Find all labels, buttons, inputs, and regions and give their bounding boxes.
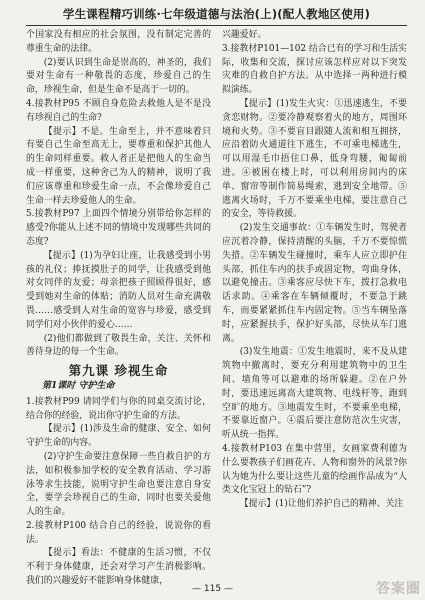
question-item: 4.接教材P95 不顾自身危险去救他人是不是没有珍视自己的生命? <box>26 98 211 123</box>
page-header: 学生课程精巧训练·七年级道德与法治(上)(配人教地区使用) <box>26 6 407 26</box>
question-item: 4.接教材P103 在集中营里，女画家费利德为什么要教孩子们画花卉、人物和窗外的风景?你认为她为什么要让这些儿童的绘画作品成为“人类文化宝冠上的钻石”? <box>222 443 407 496</box>
hint-answer: 【提示】(1)涉及生命的健康、安全、如何守护生命的内容。 <box>26 424 211 449</box>
right-para: (2)发生交通事故：①车辆发生时，驾驶者应沉着冷静，保持清醒的头脑，千万不要惊慌失措。②车辆发生碰撞时，乘车人应立即护住头部，抓住车内的扶手或固定物，弯曲身体，以避免撞击。③乘客应尽快下车，拨打急救电话求助。④乘客在车辆倾覆时，不要急于跳车，而要紧紧抓住车内固定物。⑤当车辆坠落时，应紧握扶手，保护好头部，尽快从车门逃离。 <box>222 223 407 344</box>
question-item: 2.接教材P100 结合自己的经验，说说你的看法。 <box>26 520 211 545</box>
lesson-subheading-row <box>26 380 211 394</box>
hint-answer: 【提示】不是。生命至上，并不意味着只有要自己生命至高无上，要尊重和保护其他人的生命同样重要。救人者正是把他人的生命当成一样重要，这种舍己为人的精神，说明了我们应该尊重和珍爱生命一点，不会像珍爱自己生命一样去珍爱他人的生命。 <box>26 126 211 206</box>
hint-answer: 【提示】看法：不健康的生活习惯，不仅不利于身体健康，还会对学习产生消极影响。我们的兴趣爱好不能影响身体健康， <box>26 548 211 587</box>
page-number: — 115 — <box>192 584 233 594</box>
left-para: (2)要认识到生命是崇高的，神圣的，我们要对生命有一种敬畏的态度，珍爱自己的生命，珍视生命，但是生命不是高于一切的。 <box>26 57 211 96</box>
left-column <box>26 29 211 589</box>
watermark-logo: 答案圈 <box>376 581 421 597</box>
right-para: 兴趣爱好。 <box>222 30 267 40</box>
question-item: 1.接教材P99 请同学们与你的同桌交流讨论，结合你的经验，说出你守护生命的方法。 <box>26 396 211 421</box>
question-item: 5.接教材P97 上面四个情境分别带给你怎样的感受?你能从上述不同的情境中发现哪些共同的态度? <box>26 209 211 247</box>
right-column <box>222 29 407 589</box>
left-para: (2)他们都做到了敬畏生命，关注、关怀和善待身边的每一个生命。 <box>26 333 211 358</box>
right-para: (3)发生地震：①发生地震时，来不及从建筑物中撤离时，要充分利用建筑物中的卫生间、墙角等可以避难的场所躲避。②在户外时，要迅速远离高大建筑物、电线杆等，跑到空旷的地方。③地震发生时，不要乘坐电梯，不要靠近窗户。④震后要注意防范次生灾害，听从统一指挥。 <box>222 347 407 441</box>
left-para: (2)守护生命要注意保障一些自救自护的方法，如积极参加学校的安全教育活动、学习游泳等求生技能，说明守护生命也要注意自身安全，要学会珍视自己的生命，同时也要关爱他人的生命。 <box>26 451 211 518</box>
lesson-subheading: 第1课时 守护生命 <box>42 380 115 391</box>
two-column-body <box>26 29 407 589</box>
lesson-title: 第九课 珍视生命 <box>68 363 169 379</box>
left-para: 个国家没有相应的社会氛围，没有制定完善的尊重生命的法律。 <box>26 30 211 54</box>
hint-answer: 【提示】(1)发生火灾：①迅速逃生，不要贪恋财物。②要冷静观察着火的地方，周围环境和火势。③不要盲目跟随人流和相互拥挤，应沿着防火通道往下逃生，不可乘电梯逃生，可以用湿毛巾捂住口鼻，低身弯腰，匍匐前进。④被困在楼上时，可以利用房间内的床单、窗帘等制作简易绳索，逃到安全地带。⑤逃离火场时，千万不要乘坐电梯，要注意自己的安全，等待救援。 <box>222 98 407 220</box>
hint-answer: 【提示】(1)让他们养护自己的精神、关注 <box>239 499 404 510</box>
hint-answer: 【提示】(1)为孕妇让座，让我感受到小男孩的礼仪；捧抚摸肚子的同学，让我感受到他对女同伴的友爱；母亲把孩子照顾得很好，感受到她对生命的体贴；消防人员对生命充满敬畏……感受到人对生命的宽容与珍爱，感受到同学们对小伙伴的爱心…… <box>26 250 211 330</box>
question-item: 3.接教材P101—102 结合已有的学习和生活实际，收集和交流，探讨应该怎样应对以下突发灾难的自救自护方法。从中选择一两种进行模拟演练。 <box>222 43 407 96</box>
